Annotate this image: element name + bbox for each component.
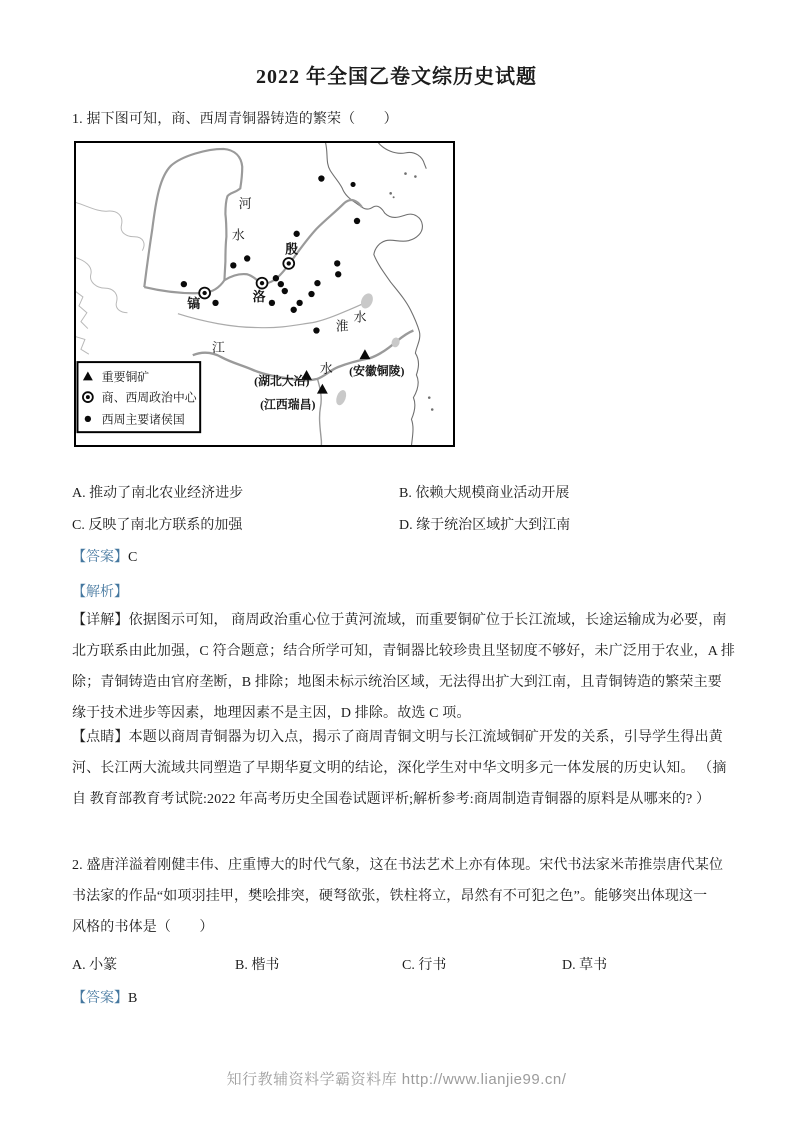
- yangtze-label-2: 水: [319, 361, 333, 376]
- q1-option-c: C. 反映了南北方联系的加强: [72, 518, 243, 533]
- map-legend: [77, 362, 200, 432]
- detail-line: 除；青铜铸造由官府垄断，B 排除；地图未标示统治区域，无法得出扩大到江南，且青铜铸造的繁荣主要: [72, 675, 722, 690]
- answer-tag: 【答案】: [72, 991, 128, 1006]
- huai-river-label-1: 淮: [335, 319, 349, 334]
- yellow-river-path: [144, 149, 362, 293]
- q1-option-d: D. 缘于统治区域扩大到江南: [399, 518, 571, 533]
- q2-stem-line: 书法家的作品“如项羽挂甲，樊哙排突，硬弩欲张，铁柱将立，昂然有不可犯之色”。能够突出体现这一: [72, 889, 708, 904]
- q2-answer-value: B: [128, 991, 138, 1006]
- map-labels: [187, 197, 404, 411]
- capital-marker-yin: [283, 258, 294, 269]
- watermark-footer: 知行教辅资料学霸资料库 http://www.lianjie99.cn/: [226, 1071, 567, 1088]
- tip-line: 【点睛】本题以商周青铜器为切入点，揭示了商周青铜文明与长江流域铜矿开发的关系，引导学生得出黄: [72, 730, 723, 745]
- q2-stem-line: 2. 盛唐洋溢着刚健丰伟、庄重博大的时代气象，这在书法艺术上亦有体现。宋代书法家米芾推崇唐代某位: [72, 858, 724, 873]
- q2-stem-line: 风格的书体是（ ）: [72, 920, 214, 935]
- question-2-stem: [72, 850, 756, 943]
- political-center-markers: [199, 258, 294, 298]
- q1-tip-paragraph: [72, 722, 756, 815]
- q2-answer-line: [72, 987, 137, 1007]
- capital-yin-label: 殷: [285, 242, 299, 257]
- q2-option-d: D. 草书: [562, 958, 608, 973]
- mine-tongling-label: (安徽铜陵): [349, 363, 405, 378]
- bronze-map-figure: [74, 141, 455, 447]
- q1-answer-line: [72, 546, 137, 566]
- legend-double-circle-icon: [83, 392, 93, 402]
- q1-option-a: A. 推动了南北农业经济进步: [72, 486, 244, 501]
- yellow-river-label-2: 水: [231, 228, 245, 243]
- mine-daye-label: (湖北大冶): [254, 373, 310, 388]
- answer-tag: 【答案】: [72, 550, 128, 565]
- q1-options-row-2: [72, 514, 732, 534]
- capital-luo-label: 洛: [252, 289, 266, 304]
- detail-line: 【详解】依据图示可知， 商周政治重心位于黄河流域，而重要铜矿位于长江流域，长途运输成为必要，南: [72, 613, 727, 628]
- huai-river-label-2: 水: [353, 310, 367, 325]
- yangtze-label-1: 江: [212, 341, 225, 356]
- vassal-state-dots: [181, 175, 360, 333]
- q1-analysis-line: [72, 581, 128, 601]
- q1-options-row-1: [72, 482, 732, 502]
- capital-hao-label: 镐: [187, 296, 201, 311]
- detail-line: 北方联系由此加强，C 符合题意；结合所学可知，青铜器比较珍贵且坚韧度不够好，未广泛用于农业，A 排: [72, 644, 736, 659]
- yellow-river-label-1: 河: [238, 197, 252, 212]
- q2-option-a: A. 小篆: [72, 958, 118, 973]
- boundary-lines: [76, 202, 144, 354]
- q2-option-b: B. 楷书: [235, 958, 280, 973]
- analysis-tag: 【解析】: [72, 585, 128, 600]
- legend-dot-icon: [85, 416, 91, 422]
- q1-detail-paragraph: [72, 605, 756, 729]
- tip-line: 河、长江两大流域共同塑造了早期华夏文明的结论，深化学生对中华文明多元一体发展的历史认知。 （摘: [72, 761, 727, 776]
- legend-item-political-center: 商、西周政治中心: [101, 390, 197, 405]
- lake-shapes: [334, 291, 400, 406]
- capital-marker-luo: [257, 278, 268, 289]
- q1-answer-value: C: [128, 550, 138, 565]
- capital-marker-hao: [199, 288, 210, 299]
- mine-ruichang-label: (江西瑞昌): [260, 397, 316, 412]
- ancient-china-map: [76, 143, 453, 445]
- q2-option-c: C. 行书: [402, 958, 447, 973]
- legend-item-copper-mine: 重要铜矿: [101, 369, 150, 384]
- question-1-stem: 1. 据下图可知，商、西周青铜器铸造的繁荣（ ）: [72, 112, 398, 127]
- q1-option-b: B. 依赖大规模商业活动开展: [399, 486, 570, 501]
- legend-item-vassal-state: 西周主要诸侯国: [101, 412, 185, 427]
- detail-line: 缘于技术进步等因素，地理因素不是主因，D 排除。故选 C 项。: [72, 706, 471, 721]
- tip-line: 自 教育部教育考试院:2022 年高考历史全国卷试题评析;解析参考:商周制造青铜器的原料是从哪来的? ）: [72, 792, 711, 807]
- page-title: 2022 年全国乙卷文综历史试题: [256, 66, 537, 88]
